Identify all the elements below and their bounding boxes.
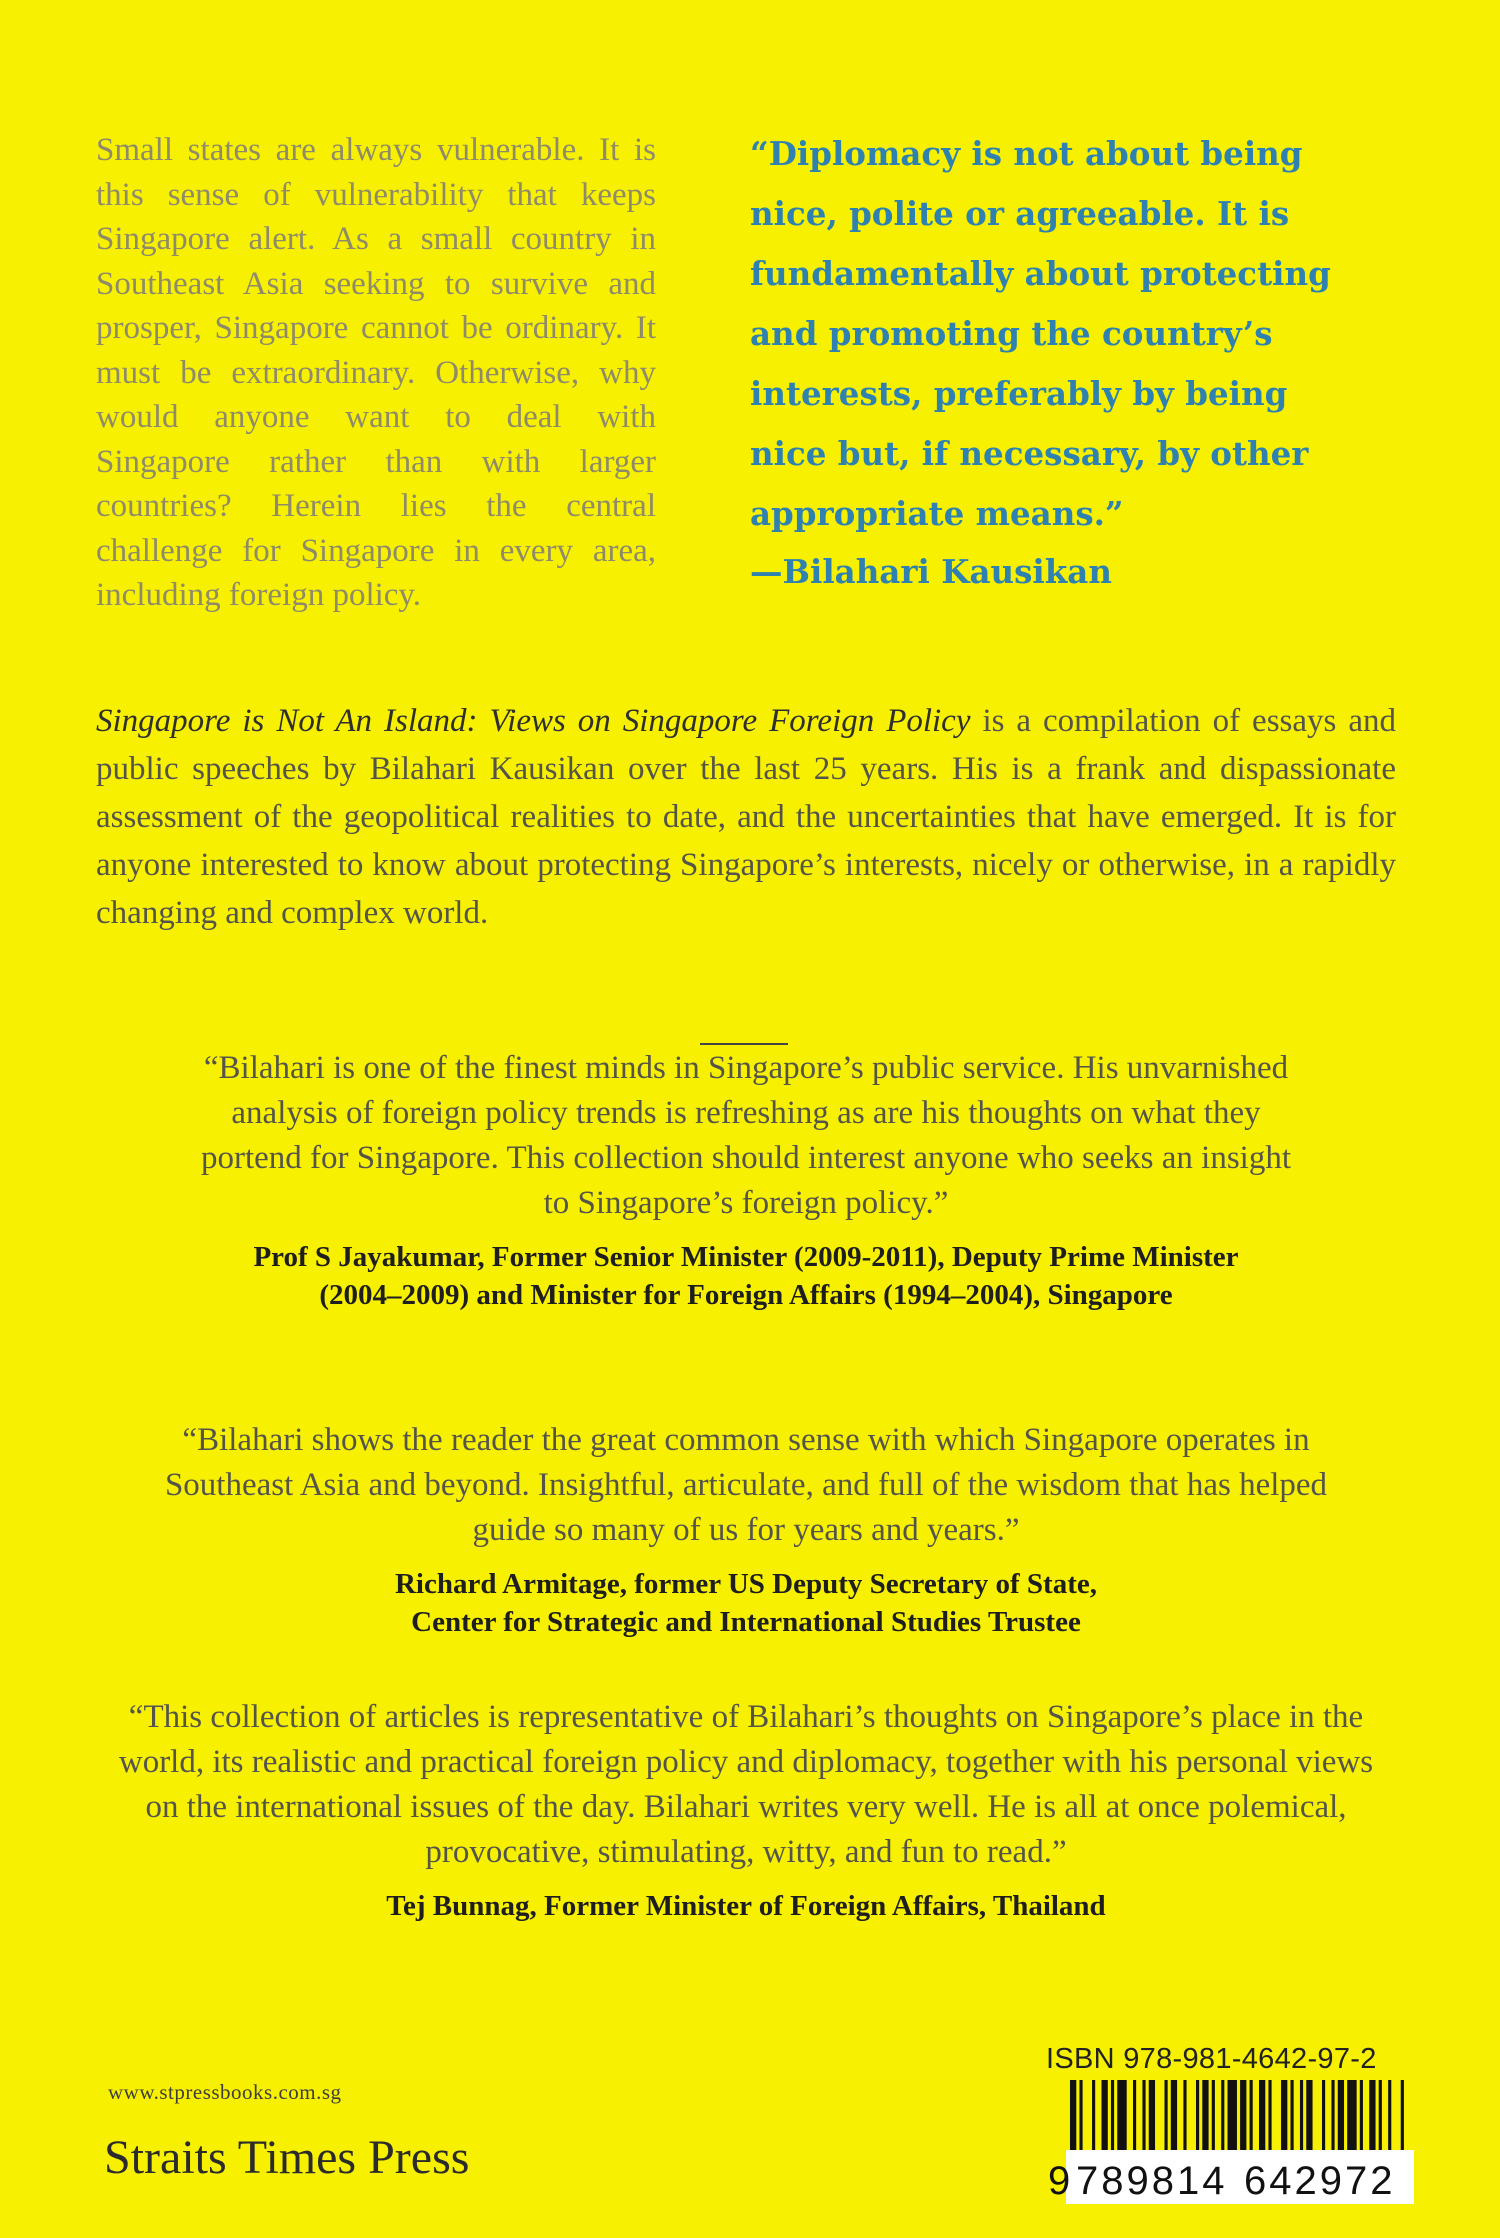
pull-quote-attribution: —Bilahari Kausikan (750, 552, 1112, 591)
isbn-label: ISBN 978-981-4642-97-2 (1046, 2043, 1377, 2075)
publisher-name: Straits Times Press (104, 2131, 470, 2184)
pull-quote (750, 124, 1370, 602)
book-title: Singapore is Not An Island: Views on Singapore Foreign Policy (96, 703, 971, 739)
barcode-digits-left: 789814 (1076, 2159, 1228, 2203)
endorsement (96, 1418, 1396, 1641)
endorsement-text: “This collection of articles is representative of Bilahari’s thoughts on Singapore’s place in the world, its realistic and practical foreign policy and diplomacy, together with his personal views on the international issues of the day. Bilahari writes very well. He is all at once polemical, provocative, stimulating, witty, and fun to read.” (118, 1699, 1374, 1870)
endorsement-attribution (96, 1887, 1396, 1925)
attribution-line: Prof S Jayakumar, Former Senior Minister (2009-2011), Deputy Prime Minister (253, 1241, 1239, 1273)
attribution-line: (2004–2009) and Minister for Foreign Affairs (1994–2004), Singapore (319, 1279, 1173, 1311)
endorsement-text: “Bilahari is one of the finest minds in Singapore’s public service. His unvarnished analysis of foreign policy trends is refreshing as are his thoughts on what they portend for Singapore. This collection should interest anyone who seeks an insight to Singapore’s foreign policy.” (200, 1050, 1291, 1221)
endorsement-attribution (96, 1565, 1396, 1641)
intro-paragraph: Small states are always vulnerable. It is this sense of vulnerability that keeps Singapore alert. As a small country in Southeast Asia seeking to survive and prosper, Singapore cannot be ordinary. It must be extraordinary. Otherwise, why would anyone want to deal with Singapore rather than with larger countries? Herein lies the central challenge for Singapore in every area, including foreign policy. (96, 132, 656, 613)
attribution-line: Center for Strategic and International Studies Trustee (411, 1606, 1081, 1638)
barcode-digits-right: 642972 (1244, 2159, 1396, 2203)
endorsement-attribution (96, 1238, 1396, 1314)
endorsement (96, 1046, 1396, 1314)
blurb-body: is a compilation of essays and public speeches by Bilahari Kausikan over the last 25 years. His is a frank and dispassionate assessment of the geopolitical realities to date, and the uncertainties that have emerged. It is for anyone interested to know about protecting Singapore’s interests, nicely or otherwise, in a rapidly changing and complex world. (96, 703, 1396, 931)
barcode-digits (1044, 2150, 1416, 2204)
book-blurb (96, 697, 1396, 937)
pull-quote-text: “Diplomacy is not about being nice, polite or agreeable. It is fundamentally about protecting and promoting the country’s interests, preferably by being nice but, if necessary, by other appropriate means.” (750, 134, 1331, 533)
barcode-first-digit: 9 (1048, 2159, 1071, 2203)
attribution-line: Tej Bunnag, Former Minister of Foreign Affairs, Thailand (386, 1890, 1106, 1922)
endorsement (96, 1695, 1396, 1925)
endorsement-text: “Bilahari shows the reader the great common sense with which Singapore operates in Southeast Asia and beyond. Insightful, articulate, and full of the wisdom that has helped guide so many of us for years and years.” (164, 1422, 1328, 1548)
divider-rule (700, 1043, 788, 1045)
attribution-line: Richard Armitage, former US Deputy Secretary of State, (394, 1568, 1097, 1600)
publisher-website[interactable]: www.stpressbooks.com.sg (108, 2080, 342, 2104)
